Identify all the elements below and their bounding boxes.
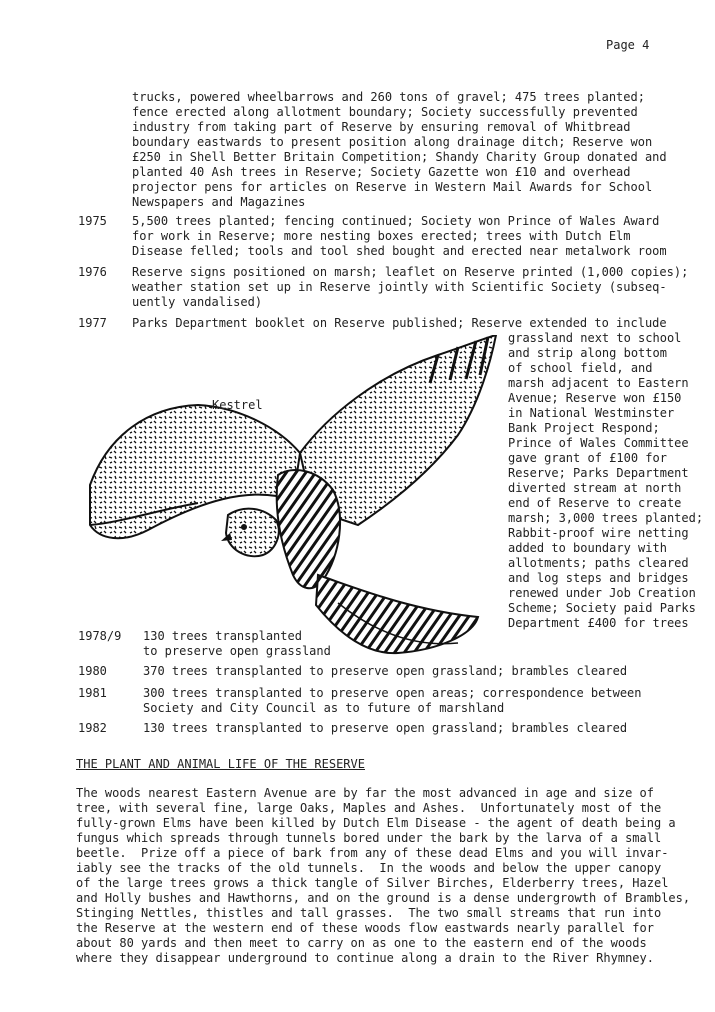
page-number: Page 4 [606,38,650,52]
section-line: and Holly bushes and Hawthorns, and on the ground is a dense undergrowth of Brambles, [76,891,691,905]
section-line: The woods nearest Eastern Avenue are by far the most advanced in age and size of [76,786,654,800]
entry-line: grassland next to school [508,331,682,345]
section-heading: THE PLANT AND ANIMAL LIFE OF THE RESERVE [76,757,365,771]
entry-year: 1981 [78,686,107,700]
entry-year: 1982 [78,721,107,735]
entry-line: marsh; 3,000 trees planted; [508,511,704,525]
entry-line: Bank Project Respond; [508,421,660,435]
entry-year: 1975 [78,214,107,228]
intro-line: trucks, powered wheelbarrows and 260 tons of gravel; 475 trees planted; [132,90,645,104]
intro-line: projector pens for articles on Reserve in Western Mail Awards for School [132,180,653,194]
entry-line: to preserve open grassland [143,644,331,658]
entry-year: 1980 [78,664,107,678]
entry-line: added to boundary with [508,541,667,555]
intro-line: £250 in Shell Better Britain Competition; Shandy Charity Group donated and [132,150,667,164]
section-line: fungus which spreads through tunnels bored under the bark by the larva of a small [76,831,662,845]
entry-line: weather station set up in Reserve jointly with Scientific Society (subseq- [132,280,667,294]
entry-year: 1977 [78,316,107,330]
entry-line: Avenue; Reserve won £150 [508,391,682,405]
entry-line: 5,500 trees planted; fencing continued; Society won Prince of Wales Award [132,214,660,228]
entry-line: uently vandalised) [132,295,263,309]
section-line: of the large trees grows a thick tangle of Silver Birches, Elderberry trees, Hazel [76,876,669,890]
section-line: iably see the tracks of the old tunnels. In the woods and below the upper canopy [76,861,662,875]
entry-line: Society and City Council as to future of marshland [143,701,505,715]
entry-line: end of Reserve to create [508,496,682,510]
section-line: the Reserve at the western end of these woods flow eastwards nearly parallel for [76,921,654,935]
entry-line: and strip along bottom [508,346,667,360]
figure-caption: Kestrel [212,398,263,412]
entry-line: diverted stream at north [508,481,682,495]
entry-line: 370 trees transplanted to preserve open grassland; brambles cleared [143,664,628,678]
entry-line: in National Westminster [508,406,675,420]
intro-line: Newspapers and Magazines [132,195,306,209]
entry-line: gave grant of £100 for [508,451,667,465]
entry-line: marsh adjacent to Eastern [508,376,689,390]
entry-line: Scheme; Society paid Parks [508,601,696,615]
entry-line: Disease felled; tools and tool shed bought and erected near metalwork room [132,244,667,258]
section-line: tree, with several fine, large Oaks, Maples and Ashes. Unfortunately most of the [76,801,662,815]
entry-line: for work in Reserve; more nesting boxes erected; trees with Dutch Elm [132,229,631,243]
intro-line: fence erected along allotment boundary; Society successfully prevented [132,105,638,119]
intro-line: boundary eastwards to present position along drainage ditch; Reserve won [132,135,653,149]
section-line: Stinging Nettles, thistles and tall grasses. The two small streams that run into [76,906,662,920]
entry-line: and log steps and bridges [508,571,689,585]
entry-line: 130 trees transplanted to preserve open grassland; brambles cleared [143,721,628,735]
section-line: about 80 yards and then meet to carry on as one to the eastern end of the woods [76,936,647,950]
entry-line: 130 trees transplanted [143,629,302,643]
intro-line: industry from taking part of Reserve by ensuring removal of Whitbread [132,120,631,134]
entry-year: 1976 [78,265,107,279]
entry-line: renewed under Job Creation [508,586,696,600]
section-line: beetle. Prize off a piece of bark from any of these dead Elms and you will invar- [76,846,669,860]
kestrel-illustration [78,335,498,665]
entry-line: allotments; paths cleared [508,556,689,570]
entry-line: Reserve signs positioned on marsh; leaflet on Reserve printed (1,000 copies); [132,265,689,279]
intro-line: planted 40 Ash trees in Reserve; Society Gazette won £10 and overhead [132,165,631,179]
entry-year: 1978/9 [78,629,122,643]
entry-line: Department £400 for trees [508,616,689,630]
section-line: where they disappear underground to continue along a drain to the River Rhymney. [76,951,654,965]
entry-line: of school field, and [508,361,653,375]
entry-line: Prince of Wales Committee [508,436,689,450]
entry-line: Parks Department booklet on Reserve published; Reserve extended to include [132,316,667,330]
entry-line: 300 trees transplanted to preserve open areas; correspondence between [143,686,642,700]
section-line: fully-grown Elms have been killed by Dutch Elm Disease - the agent of death being a [76,816,676,830]
entry-line: Reserve; Parks Department [508,466,689,480]
entry-line: Rabbit-proof wire netting [508,526,689,540]
